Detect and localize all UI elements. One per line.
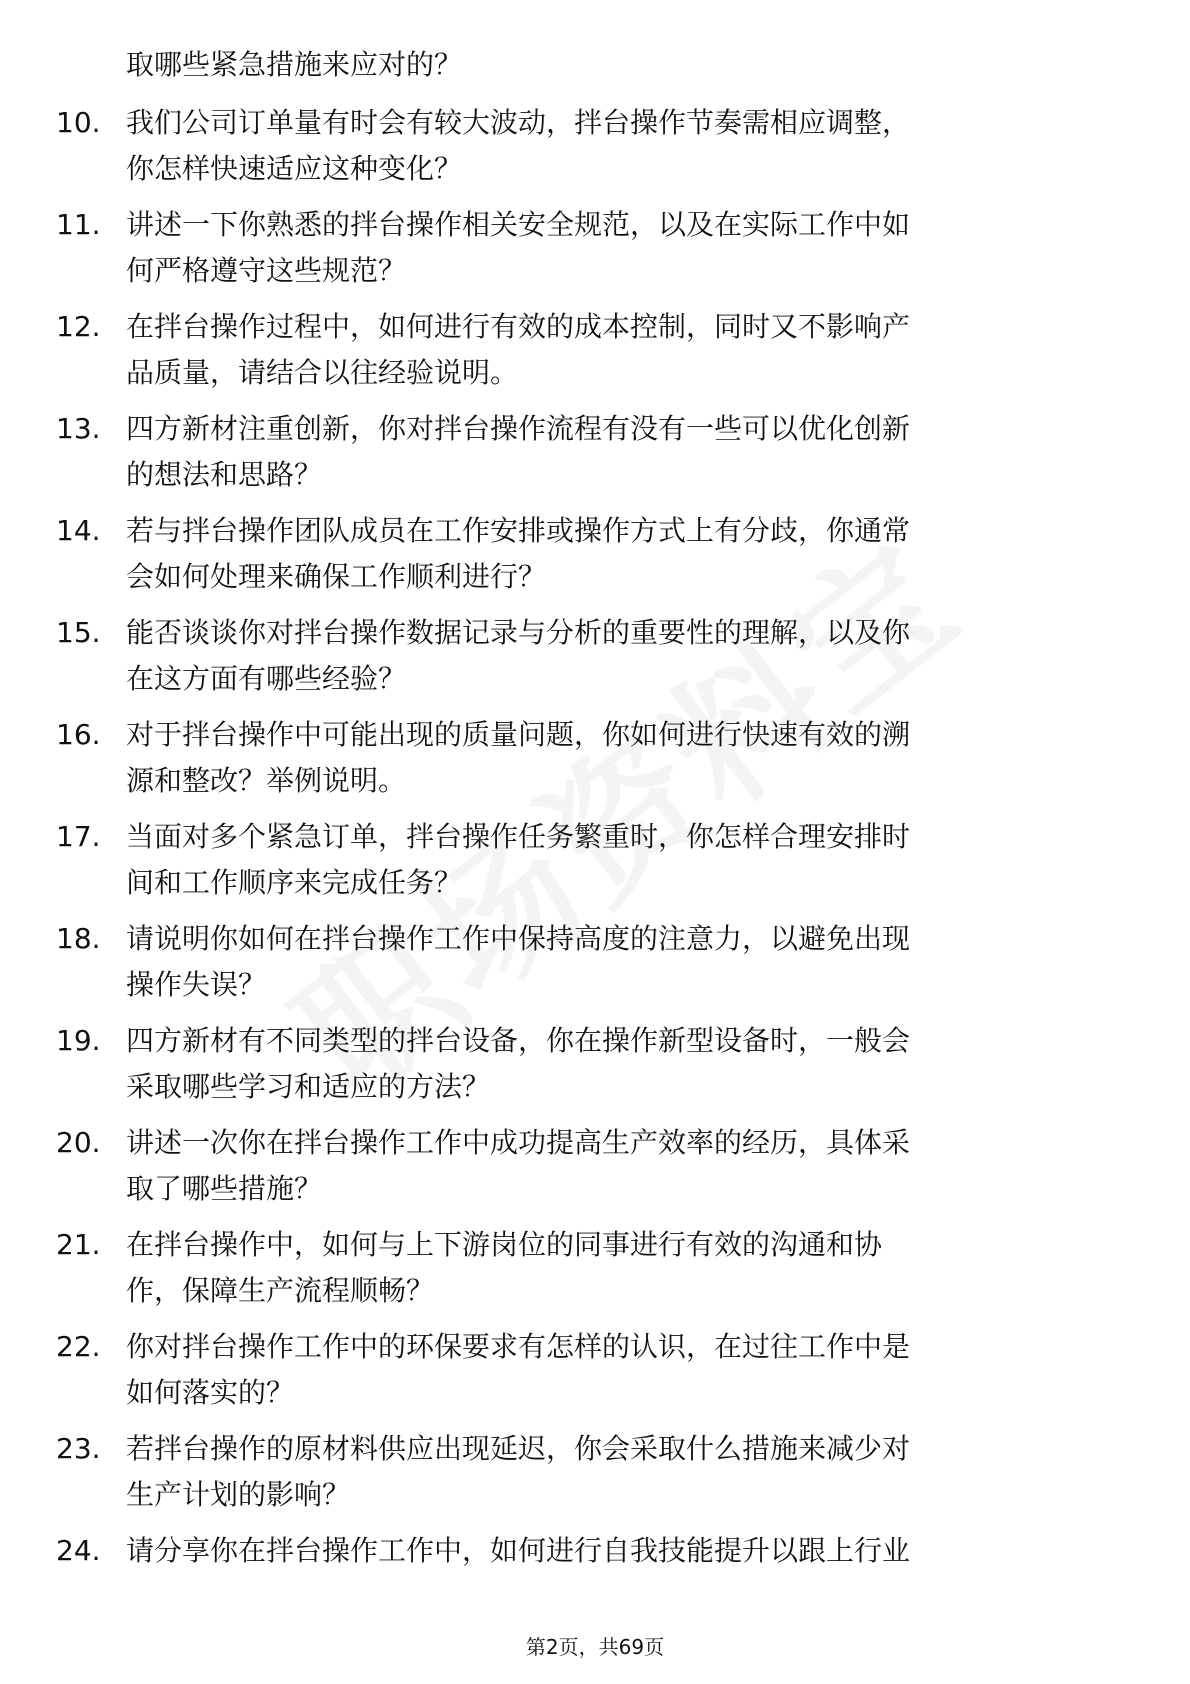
- question-item-10: [0, 100, 1190, 202]
- question-text-line1: 讲述一下你熟悉的拌台操作相关安全规范，以及在实际工作中如: [126, 208, 911, 241]
- question-text-line1: 在拌台操作过程中，如何进行有效的成本控制，同时又不影响产: [126, 310, 911, 343]
- question-text-line2: 生产计划的影响？: [126, 1478, 351, 1511]
- question-text-line2: 采取哪些学习和适应的方法？: [126, 1070, 491, 1103]
- question-text-line1: 请说明你如何在拌台操作工作中保持高度的注意力，以避免出现: [126, 922, 911, 955]
- question-number: 22.: [56, 1330, 101, 1363]
- question-text-line1: 四方新材有不同类型的拌台设备，你在操作新型设备时，一般会: [126, 1024, 911, 1057]
- question-item-13: [0, 406, 1190, 508]
- question-item-15: [0, 610, 1190, 712]
- question-text-line2: 的想法和思路？: [126, 458, 323, 491]
- question-number: 23.: [56, 1432, 101, 1465]
- question-item-14: [0, 508, 1190, 610]
- question-item-11: [0, 202, 1190, 304]
- question-item-20: [0, 1120, 1190, 1222]
- question-text-line1: 讲述一次你在拌台操作工作中成功提高生产效率的经历，具体采: [126, 1126, 911, 1159]
- question-text-line2: 如何落实的？: [126, 1376, 295, 1409]
- question-number: 14.: [56, 514, 101, 547]
- question-text-line2: 间和工作顺序来完成任务？: [126, 866, 463, 899]
- question-item-12: [0, 304, 1190, 406]
- question-number: 15.: [56, 616, 101, 649]
- question-text-line2: 会如何处理来确保工作顺利进行？: [126, 560, 547, 593]
- question-number: 13.: [56, 412, 101, 445]
- question-item-17: [0, 814, 1190, 916]
- question-number: 10.: [56, 106, 101, 139]
- question-continued-text: 取哪些紧急措施来应对的？: [126, 48, 463, 81]
- question-item-23: [0, 1426, 1190, 1528]
- question-text-line1: 我们公司订单量有时会有较大波动，拌台操作节奏需相应调整，: [126, 106, 911, 139]
- question-text-line1: 请分享你在拌台操作工作中，如何进行自我技能提升以跟上行业: [126, 1534, 911, 1567]
- question-text-line2: 作，保障生产流程顺畅？: [126, 1274, 435, 1307]
- question-text-line1: 能否谈谈你对拌台操作数据记录与分析的重要性的理解，以及你: [126, 616, 911, 649]
- question-text-line1: 在拌台操作中，如何与上下游岗位的同事进行有效的沟通和协: [126, 1228, 883, 1261]
- question-item-21: [0, 1222, 1190, 1324]
- question-text-line2: 取了哪些措施？: [126, 1172, 323, 1205]
- page-footer: 第2页，共69页: [525, 1635, 665, 1659]
- question-number: 17.: [56, 820, 101, 853]
- question-text-line1: 你对拌台操作工作中的环保要求有怎样的认识，在过往工作中是: [126, 1330, 911, 1363]
- question-text-line1: 若拌台操作的原材料供应出现延迟，你会采取什么措施来减少对: [126, 1432, 911, 1465]
- question-number: 21.: [56, 1228, 101, 1261]
- question-number: 11.: [56, 208, 101, 241]
- question-text-line1: 当面对多个紧急订单，拌台操作任务繁重时，你怎样合理安排时: [126, 820, 911, 853]
- question-number: 19.: [56, 1024, 101, 1057]
- question-list: [0, 42, 1190, 1630]
- question-text-line1: 对于拌台操作中可能出现的质量问题，你如何进行快速有效的溯: [126, 718, 911, 751]
- question-number: 24.: [56, 1534, 101, 1567]
- question-number: 18.: [56, 922, 101, 955]
- question-number: 16.: [56, 718, 101, 751]
- question-number: 20.: [56, 1126, 101, 1159]
- question-item-22: [0, 1324, 1190, 1426]
- question-item-continued: [0, 42, 1190, 100]
- question-text-line2: 品质量，请结合以往经验说明。: [126, 356, 519, 389]
- question-item-16: [0, 712, 1190, 814]
- question-item-18: [0, 916, 1190, 1018]
- question-text-line1: 四方新材注重创新，你对拌台操作流程有没有一些可以优化创新: [126, 412, 911, 445]
- question-number: 12.: [56, 310, 101, 343]
- question-text-line2: 在这方面有哪些经验？: [126, 662, 407, 695]
- question-text-line1: 若与拌台操作团队成员在工作安排或操作方式上有分歧，你通常: [126, 514, 911, 547]
- question-text-line2: 源和整改？举例说明。: [126, 764, 407, 797]
- question-text-line2: 操作失误？: [126, 968, 267, 1001]
- question-item-19: [0, 1018, 1190, 1120]
- question-text-line2: 何严格遵守这些规范？: [126, 254, 407, 287]
- question-text-line2: 你怎样快速适应这种变化？: [126, 152, 463, 185]
- question-item-24: [0, 1528, 1190, 1630]
